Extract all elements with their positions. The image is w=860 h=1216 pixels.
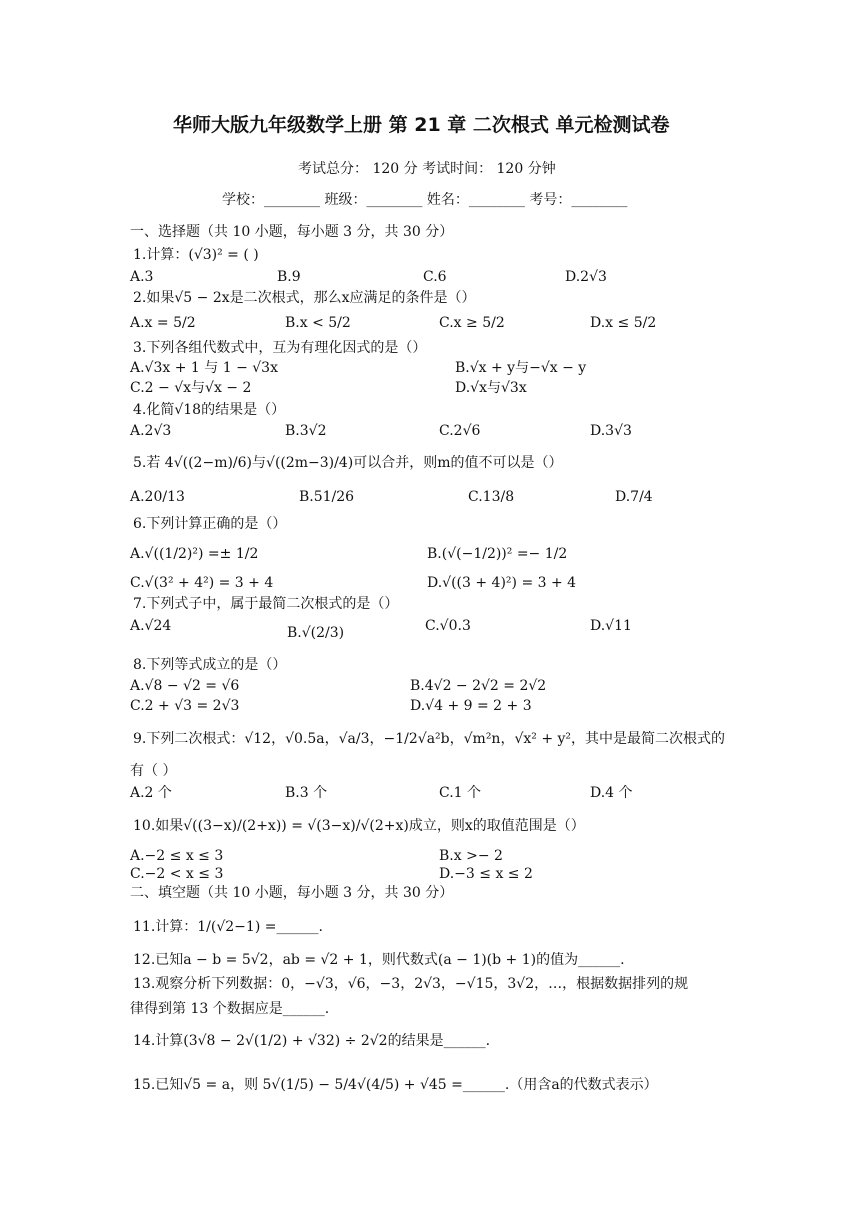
q4-option-d: D.3√3 <box>590 423 632 439</box>
q6-option-b: B.(√(−1/2))² =− 1/2 <box>427 546 568 562</box>
q10-option-d: D.−3 ≤ x ≤ 2 <box>439 866 533 882</box>
q9-option-c: C.1 个 <box>439 785 482 801</box>
q10-option-a: A.−2 ≤ x ≤ 3 <box>130 848 224 864</box>
q10-option-c: C.−2 < x ≤ 3 <box>130 866 224 882</box>
q3-option-d: D.√x与√3x <box>455 380 527 396</box>
question-11: 11.计算：1/(√2−1) =______. <box>133 919 323 935</box>
q4-option-b: B.3√2 <box>285 423 327 439</box>
question-6: 6.下列计算正确的是（） <box>133 516 287 532</box>
q5-option-b: B.51/26 <box>299 489 355 505</box>
question-14: 14.计算(3√8 − 2√(1/2) + √32) ÷ 2√2的结果是______. <box>133 1033 491 1049</box>
question-13: 13.观察分析下列数据：0，−√3，√6，−3，2√3，−√15，3√2，…，根据数据排列的规 <box>133 976 689 992</box>
question-4: 4.化简√18的结果是（） <box>133 402 286 418</box>
q3-option-c: C.2 − √x与√x − 2 <box>130 380 252 396</box>
question-1: 1.计算：(√3)² = ( ) <box>133 247 259 263</box>
q9-option-a: A.2 个 <box>130 785 172 801</box>
q1-option-a: A.3 <box>130 269 154 285</box>
q2-option-a: A.x = 5/2 <box>130 315 196 331</box>
question-10: 10.如果√((3−x)/(2+x)) = √(3−x)/√(2+x)成立，则x的取值范围是（） <box>133 818 585 834</box>
q4-option-c: C.2√6 <box>439 423 481 439</box>
q2-option-b: B.x < 5/2 <box>285 315 351 331</box>
choice-section-heading: 一、选择题（共 10 小题，每小题 3 分，共 30 分） <box>130 224 454 240</box>
student-info: 学校：________ 班级：________ 姓名：________ 考号：________ <box>222 192 628 208</box>
q6-option-a: A.√((1/2)²) =± 1/2 <box>130 546 259 562</box>
q9-option-d: D.4 个 <box>590 785 633 801</box>
q6-option-c: C.√(3² + 4²) = 3 + 4 <box>130 575 274 591</box>
question-13-cont: 律得到第 13 个数据应是______. <box>130 1001 330 1017</box>
question-8: 8.下列等式成立的是（） <box>133 657 287 673</box>
q5-option-a: A.20/13 <box>130 489 185 505</box>
question-7: 7.下列式子中，属于最简二次根式的是（） <box>133 596 399 612</box>
question-3: 3.下列各组代数式中，互为有理化因式的是（） <box>133 340 427 356</box>
question-2: 2.如果√5 − 2x是二次根式，那么x应满足的条件是（） <box>133 290 476 306</box>
question-9: 9.下列二次根式：√12，√0.5a，√a/3，−1/2√a²b，√m²n，√x² + y²，其中是最简二次根式的 <box>133 731 726 747</box>
q10-option-b: B.x >− 2 <box>439 848 503 864</box>
question-12: 12.已知a − b = 5√2，ab = √2 + 1，则代数式(a − 1)(b + 1)的值为______. <box>133 952 625 968</box>
question-15: 15.已知√5 = a，则 5√(1/5) − 5/4√(4/5) + √45 =______.（用含a的代数式表示） <box>133 1077 658 1093</box>
q3-option-b: B.√x + y与−√x − y <box>455 360 587 376</box>
q2-option-d: D.x ≤ 5/2 <box>590 315 657 331</box>
q8-option-a: A.√8 − √2 = √6 <box>130 678 240 694</box>
question-9-cont: 有（ ） <box>130 763 177 779</box>
q6-option-d: D.√((3 + 4)²) = 3 + 4 <box>427 575 577 591</box>
q5-option-d: D.7/4 <box>615 489 653 505</box>
q8-option-b: B.4√2 − 2√2 = 2√2 <box>410 678 547 694</box>
q1-option-b: B.9 <box>277 269 301 285</box>
q9-option-b: B.3 个 <box>285 785 328 801</box>
q1-option-c: C.6 <box>423 269 447 285</box>
q8-option-d: D.√4 + 9 = 2 + 3 <box>410 698 532 714</box>
page-title: 华师大版九年级数学上册 第 21 章 二次根式 单元检测试卷 <box>173 114 670 136</box>
q8-option-c: C.2 + √3 = 2√3 <box>130 698 240 714</box>
q2-option-c: C.x ≥ 5/2 <box>439 315 505 331</box>
q1-option-d: D.2√3 <box>565 269 607 285</box>
fill-section-heading: 二、填空题（共 10 小题，每小题 3 分，共 30 分） <box>130 885 454 901</box>
q7-option-b: B.√(2/3) <box>287 625 345 641</box>
question-5: 5.若 4√((2−m)/6)与√((2m−3)/4)可以合并，则m的值不可以是（） <box>133 455 563 471</box>
q5-option-c: C.13/8 <box>468 489 515 505</box>
q4-option-a: A.2√3 <box>130 423 172 439</box>
q3-option-a: A.√3x + 1 与 1 − √3x <box>130 360 278 376</box>
exam-info: 考试总分： 120 分 考试时间： 120 分钟 <box>298 161 556 177</box>
q7-option-d: D.√11 <box>590 618 632 634</box>
q7-option-a: A.√24 <box>130 618 172 634</box>
q7-option-c: C.√0.3 <box>425 618 471 634</box>
